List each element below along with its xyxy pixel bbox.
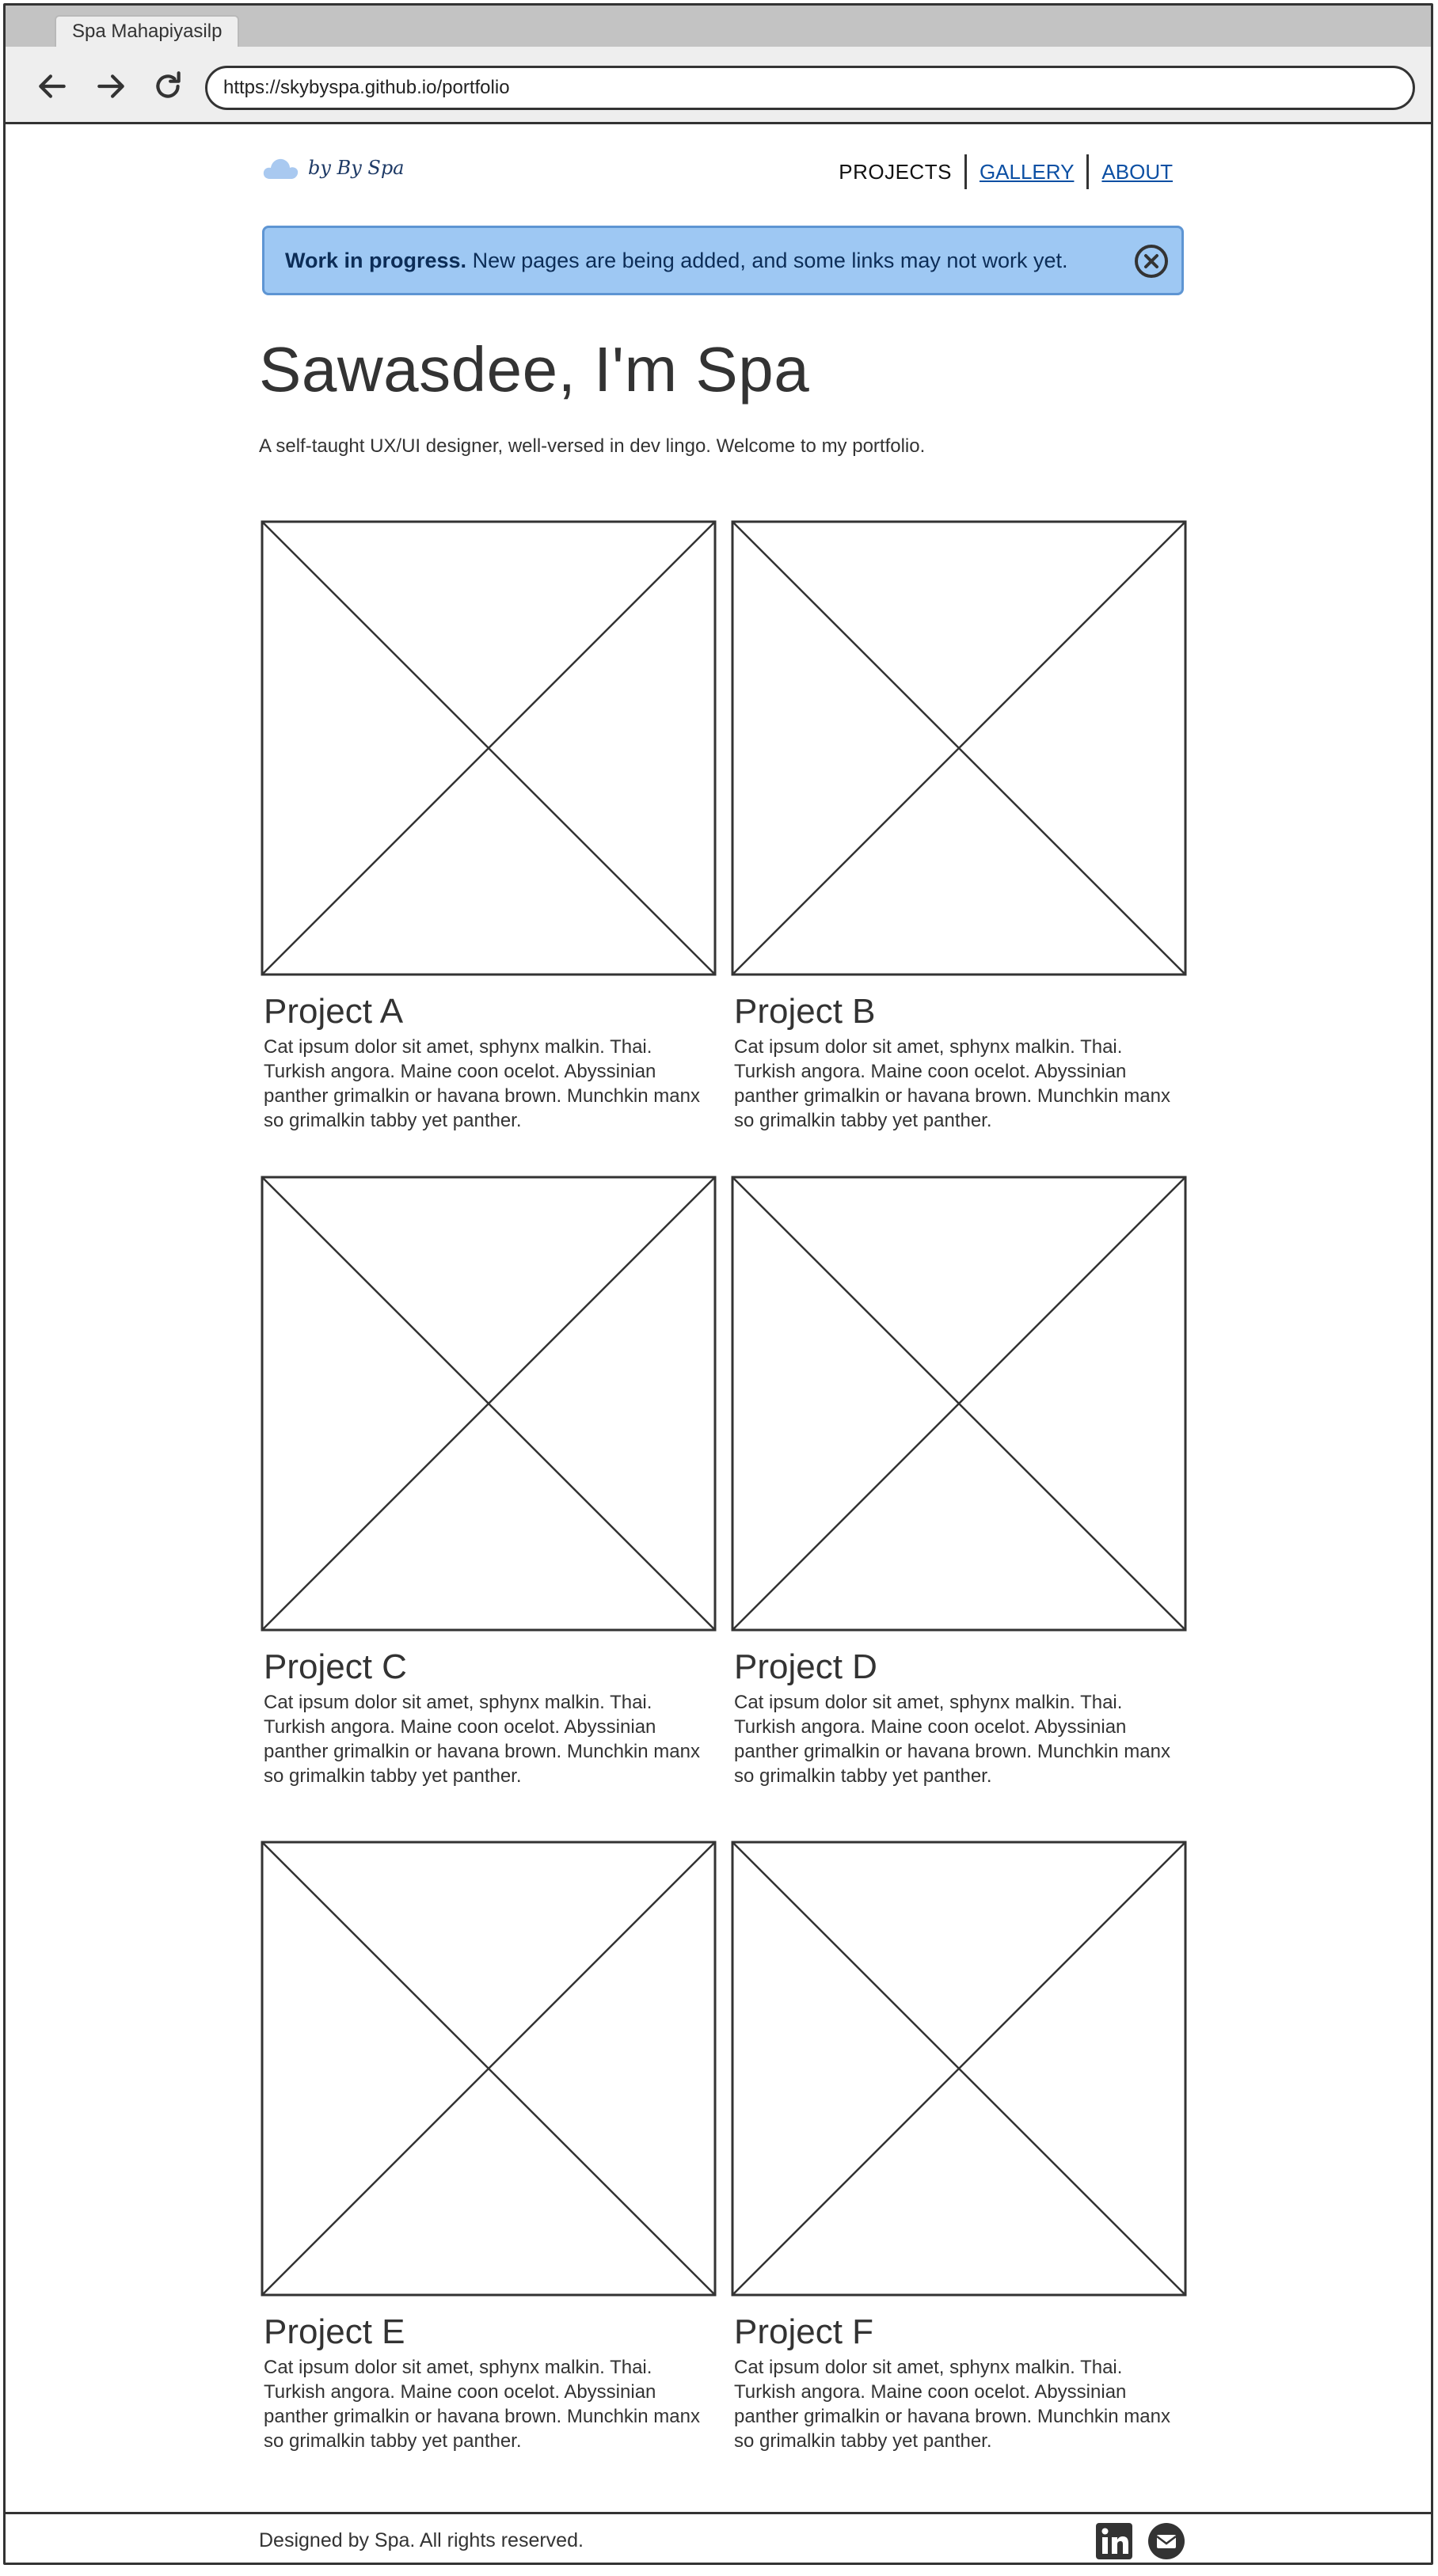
nav-item-projects[interactable]: PROJECTS [839, 160, 952, 184]
project-card-e[interactable] [261, 1841, 720, 2453]
project-card-c[interactable] [261, 1176, 720, 1788]
linkedin-icon[interactable] [1095, 2522, 1133, 2560]
back-button[interactable] [32, 69, 72, 104]
address-bar[interactable]: https://skybyspa.github.io/portfolio [205, 66, 1415, 110]
alert-banner [262, 226, 1184, 295]
project-description: Cat ipsum dolor sit amet, sphynx malkin. Thai. Turkish angora. Maine coon ocelot. Abyssinian panther grimalkin or havana brown. Munchkin manx so grimalkin tabby yet panther. [264, 2357, 700, 2452]
social-links [1095, 2522, 1185, 2560]
email-icon[interactable] [1147, 2522, 1185, 2560]
project-card-d[interactable] [731, 1176, 1190, 1788]
project-title[interactable]: Project C [264, 1647, 407, 1686]
project-description: Cat ipsum dolor sit amet, sphynx malkin. Thai. Turkish angora. Maine coon ocelot. Abyssinian panther grimalkin or havana brown. Munchkin manx so grimalkin tabby yet panther. [264, 1692, 700, 1787]
alert-message: New pages are being added, and some links may not work yet. [466, 249, 1068, 272]
project-card-f[interactable] [731, 1841, 1190, 2453]
reload-button[interactable] [148, 69, 188, 104]
reload-icon [151, 70, 185, 103]
browser-tab[interactable]: Spa Mahapiyasilp [55, 15, 239, 47]
nav-item-about[interactable]: ABOUT [1101, 160, 1173, 184]
copyright-text: Designed by Spa. All rights reserved. [259, 2529, 584, 2551]
project-title[interactable]: Project F [734, 2312, 874, 2351]
close-icon[interactable] [1134, 244, 1169, 279]
forward-button[interactable] [91, 69, 131, 104]
project-card-b[interactable] [731, 520, 1190, 1133]
project-description: Cat ipsum dolor sit amet, sphynx malkin. Thai. Turkish angora. Maine coon ocelot. Abyssinian panther grimalkin or havana brown. Munchkin manx so grimalkin tabby yet panther. [734, 2357, 1170, 2452]
project-description: Cat ipsum dolor sit amet, sphynx malkin. Thai. Turkish angora. Maine coon ocelot. Abyssinian panther grimalkin or havana brown. Munchkin manx so grimalkin tabby yet panther. [734, 1036, 1170, 1131]
project-card-a[interactable] [261, 520, 720, 1133]
alert-title: Work in progress. [285, 249, 467, 272]
browser-toolbar [6, 47, 1431, 124]
nav-item-gallery[interactable]: GALLERY [979, 160, 1075, 184]
project-title[interactable]: Project B [734, 992, 876, 1031]
tab-strip [6, 6, 1431, 47]
cloud-icon [262, 150, 308, 185]
logo-text: by By Spa [308, 157, 405, 179]
arrow-right-icon [94, 70, 127, 103]
arrow-left-icon [36, 70, 69, 103]
page-subtitle: A self-taught UX/UI designer, well-versed in dev lingo. Welcome to my portfolio. [259, 435, 926, 457]
project-title[interactable]: Project A [264, 992, 404, 1031]
page-title: Sawasdee, I'm Spa [259, 334, 810, 405]
image-placeholder [261, 1176, 717, 1632]
project-description: Cat ipsum dolor sit amet, sphynx malkin. Thai. Turkish angora. Maine coon ocelot. Abyssinian panther grimalkin or havana brown. Munchkin manx so grimalkin tabby yet panther. [734, 1692, 1170, 1787]
site-header [259, 124, 1185, 211]
project-title[interactable]: Project D [734, 1647, 877, 1686]
site-footer [6, 2512, 1431, 2565]
image-placeholder [731, 1841, 1187, 2297]
site-logo[interactable] [262, 148, 405, 188]
project-description: Cat ipsum dolor sit amet, sphynx malkin. Thai. Turkish angora. Maine coon ocelot. Abyssinian panther grimalkin or havana brown. Munchkin manx so grimalkin tabby yet panther. [264, 1036, 700, 1131]
image-placeholder [261, 520, 717, 976]
project-title[interactable]: Project E [264, 2312, 405, 2351]
main-nav [826, 153, 1185, 191]
image-placeholder [731, 520, 1187, 976]
image-placeholder [731, 1176, 1187, 1632]
image-placeholder [261, 1841, 717, 2297]
browser-window [3, 3, 1433, 2565]
